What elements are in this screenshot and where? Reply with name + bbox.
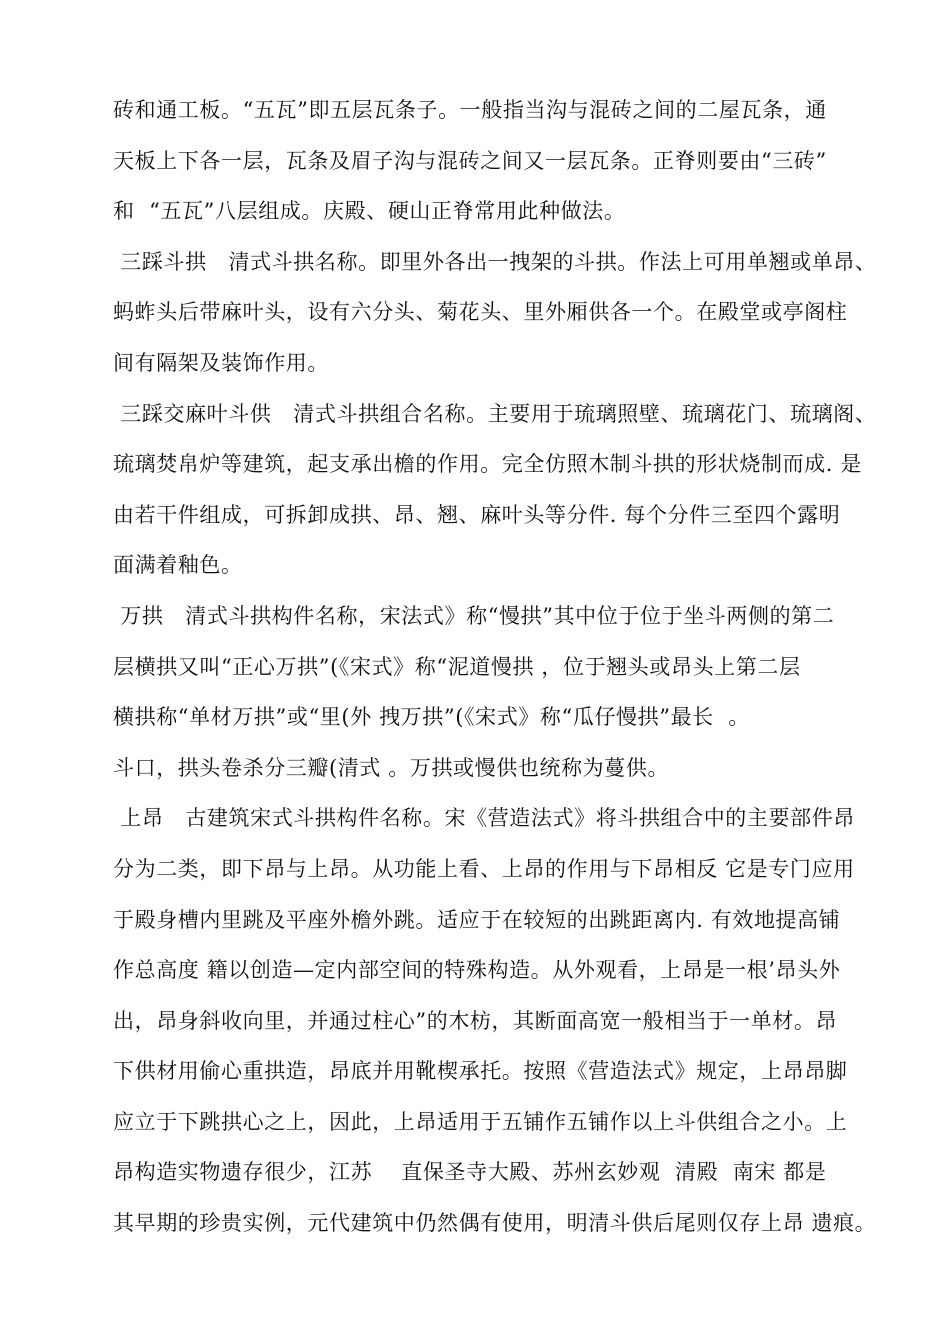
entry-line-sancai-jiaomaye: 三踩交麻叶斗供 清式斗拱组合名称。主要用于琉璃照壁、琉璃花门、琉璃阁、 xyxy=(113,401,877,426)
text-line: 琉璃焚帛炉等建筑，起支承出檐的作用。完全仿照木制斗拱的形状烧制而成. 是 xyxy=(113,452,862,477)
text-line: 由若干件组成，可拆卸成拱、昂、翘、麻叶头等分件. 每个分件三至四个露明 xyxy=(113,502,841,527)
text-line: 层横拱又叫“正心万拱”(《宋式》称“泥道慢拱 ，位于翘头或昂头上第二层 xyxy=(113,654,801,679)
entry-line-sancai-dougong: 三踩斗拱 清式斗拱名称。即里外各出一拽架的斗拱。作法上可用单翘或单昂、 xyxy=(113,249,877,274)
text-line: 应立于下跳拱心之上，因此，上昂适用于五铺作五铺作以上斗供组合之小。上 xyxy=(113,1109,848,1134)
entry-line-shangang: 上昂 古建筑宋式斗拱构件名称。宋《营造法式》将斗拱组合中的主要部件昂 xyxy=(113,806,855,831)
text-line: 砖和通工板。“五瓦”即五层瓦条子。一般指当沟与混砖之间的二屋瓦条，通 xyxy=(113,98,827,122)
text-line: 蚂蚱头后带麻叶头，设有六分头、菊花头、里外厢供各一个。在殿堂或亭阁柱 xyxy=(113,300,848,325)
text-line: 其早期的珍贵实例，元代建筑中仍然偶有使用，明清斗供后尾则仅存上昂 遗痕。 xyxy=(113,1211,877,1236)
text-line: 间有隔架及装饰作用。 xyxy=(113,350,329,375)
text-line: 昂构造实物遗存很少，江苏 直保圣寺大殿、苏州玄妙观 清殿 南宋 都是 xyxy=(113,1160,827,1185)
text-line: 斗口，拱头卷杀分三瓣(清式 。万拱或慢供也统称为蔓供。 xyxy=(113,755,670,780)
text-line: 出，昂身斜收向里，并通过柱心”的木枋，其断面高宽一般相当于一单材。昂 xyxy=(113,1008,838,1033)
text-line: 下供材用偷心重拱造，昂底并用靴楔承托。按照《营造法式》规定，上昂昂脚 xyxy=(113,1059,848,1084)
text-line: 和 “五瓦”八层组成。庆殿、硬山正脊常用此种做法。 xyxy=(113,199,626,224)
text-line: 横拱称“单材万拱”或“里(外 拽万拱”(《宋式》称“瓜仔慢拱”最长 。 xyxy=(113,705,750,730)
text-line: 分为二类，即下昂与上昂。从功能上看、上昂的作用与下昂相反 它是专门应用 xyxy=(113,856,855,881)
text-line: 于殿身槽内里跳及平座外檐外跳。适应于在较短的出跳距离内. 有效地提高铺 xyxy=(113,907,841,932)
entry-line-wangong: 万拱 清式斗拱构件名称，宋法式》称“慢拱”其中位于位于坐斗两侧的第二 xyxy=(113,603,835,628)
text-line: 作总高度 籍以创造—定内部空间的特殊构造。从外观看，上昂是一根’昂头外 xyxy=(113,958,841,983)
text-line: 天板上下各一层，瓦条及眉子沟与混砖之间又一层瓦条。正脊则要由“三砖” xyxy=(113,148,827,173)
text-line: 面满着釉色。 xyxy=(113,553,243,578)
